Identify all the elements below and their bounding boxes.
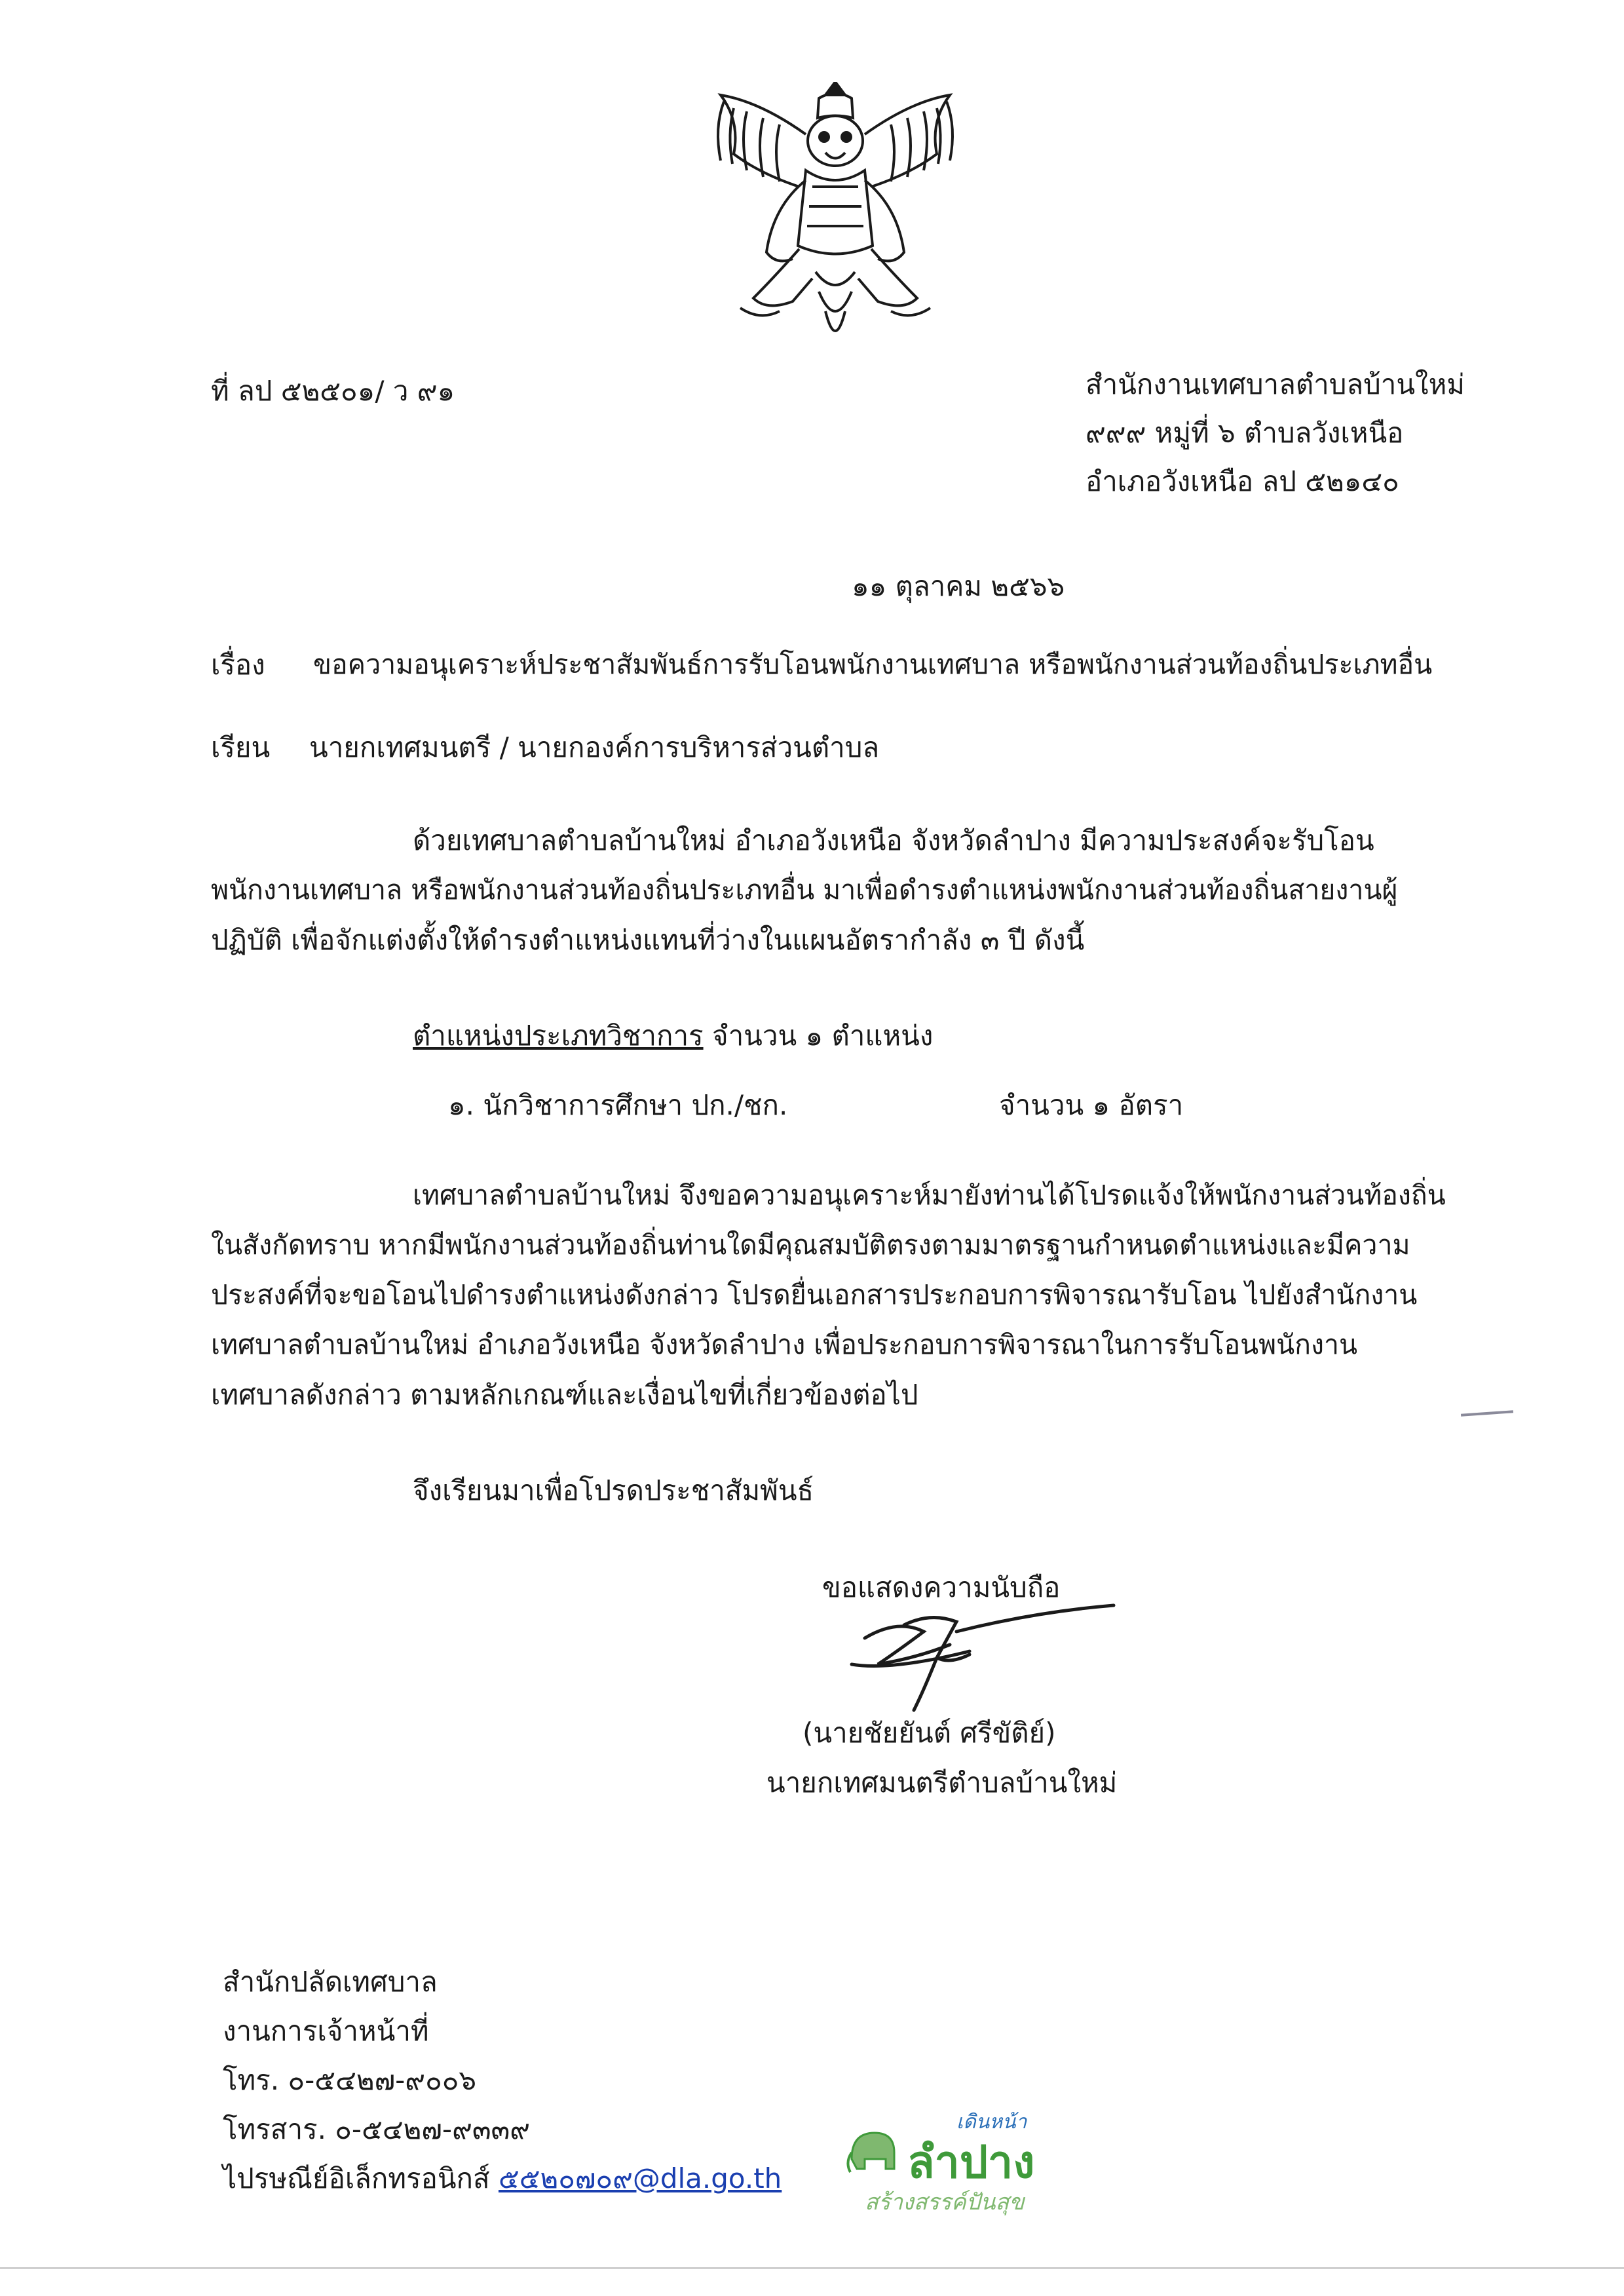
recipient-label: เรียน <box>211 731 271 763</box>
office-district-line: อำเภอวังเหนือ ลป ๕๒๑๔๐ <box>1086 465 1399 497</box>
closing-line: จึงเรียนมาเพื่อโปรดประชาสัมพันธ์ <box>413 1474 814 1506</box>
phone-label: โทร. <box>223 2064 280 2096</box>
subject-text: ขอความอนุเคราะห์ประชาสัมพันธ์การรับโอนพนักงานเทศบาล หรือพนักงานส่วนท้องถิ่นประเภทอื่น <box>313 649 1433 680</box>
office-address-line: ๙๙๙ หมู่ที่ ๖ ตำบลวังเหนือ <box>1086 417 1404 449</box>
letter-date: ๑๑ ตุลาคม ๒๕๖๖ <box>852 570 1065 602</box>
email-link[interactable]: ๕๕๒๐๗๐๙@dla.go.th <box>498 2162 782 2194</box>
signer-name: (นายชัยยันต์ ศรีขัติย์) <box>803 1717 1056 1749</box>
elephant-icon <box>845 2120 904 2179</box>
stray-mark <box>1461 1410 1513 1417</box>
footer-phone <box>223 2064 476 2097</box>
regards-line: ขอแสดงความนับถือ <box>822 1571 1061 1603</box>
fax-label: โทรสาร. <box>223 2113 326 2145</box>
paragraph1-line: พนักงานเทศบาล หรือพนักงานส่วนท้องถิ่นประเภทอื่น มาเพื่อดำรงตำแหน่งพนักงานส่วนท้องถิ่นสายงานผู้ <box>211 874 1398 906</box>
paragraph2-line: เทศบาลตำบลบ้านใหม่ อำเภอวังเหนือ จังหวัดลำปาง เพื่อประกอบการพิจารณาในการรับโอนพนักงาน <box>211 1329 1358 1360</box>
paragraph2-line: เทศบาลตำบลบ้านใหม่ จึงขอความอนุเคราะห์มายังท่านได้โปรดแจ้งให้พนักงานส่วนท้องถิ่น <box>413 1179 1446 1211</box>
recipient-text: นายกเทศมนตรี / นายกองค์การบริหารส่วนตำบล <box>309 731 880 763</box>
footer-fax <box>223 2113 530 2146</box>
position-category: ตำแหน่งประเภทวิชาการ <box>413 1020 704 1052</box>
paragraph2-line: ประสงค์ที่จะขอโอนไปดำรงตำแหน่งดังกล่าว โปรดยื่นเอกสารประกอบการพิจารณารับโอน ไปยังสำนักงาน <box>211 1279 1418 1311</box>
paragraph2-line: ในสังกัดทราบ หากมีพนักงานส่วนท้องถิ่นท่านใดมีคุณสมบัติตรงตามมาตรฐานกำหนดตำแหน่งและมีความ <box>211 1229 1410 1261</box>
position-heading <box>413 1020 933 1052</box>
office-name: สำนักงานเทศบาลตำบลบ้านใหม่ <box>1086 368 1465 400</box>
footer-email <box>223 2162 782 2195</box>
document-number: ที่ ลป ๕๒๕๐๑/ ว ๙๑ <box>211 375 455 407</box>
paragraph2-line: เทศบาลดังกล่าว ตามหลักเกณฑ์และเงื่อนไขที่เกี่ยวข้องต่อไป <box>211 1379 918 1411</box>
signature-icon <box>839 1592 1127 1717</box>
paragraph1-line: ปฏิบัติ เพื่อจักแต่งตั้งให้ดำรงตำแหน่งแทนที่ว่างในแผนอัตรากำลัง ๓ ปี ดังนี้ <box>211 924 1085 956</box>
logo-line1: เดินหน้า <box>956 2111 1027 2133</box>
position-item: ๑. นักวิชาการศึกษา ปก./ชก. <box>448 1089 788 1121</box>
position-item-count: จำนวน ๑ อัตรา <box>999 1089 1184 1121</box>
footer-unit: งานการเจ้าหน้าที่ <box>223 2015 429 2047</box>
position-category-count: จำนวน ๑ ตำแหน่ง <box>711 1020 934 1052</box>
footer-department: สำนักปลัดเทศบาล <box>223 1966 438 1998</box>
subject-label: เรื่อง <box>211 649 265 681</box>
logo-line2: ลำปาง <box>907 2137 1035 2189</box>
page-edge <box>0 2267 1624 2269</box>
fax-number: ๐-๕๔๒๗-๙๓๓๙ <box>335 2113 531 2145</box>
signer-title: นายกเทศมนตรีตำบลบ้านใหม่ <box>766 1767 1118 1799</box>
lampang-logo <box>845 2107 1068 2215</box>
phone-number: ๐-๕๔๒๗-๙๐๐๖ <box>288 2064 476 2096</box>
paragraph1-line: ด้วยเทศบาลตำบลบ้านใหม่ อำเภอวังเหนือ จังหวัดลำปาง มีความประสงค์จะรับโอน <box>413 824 1374 856</box>
garuda-emblem-icon <box>701 82 970 357</box>
logo-line3: สร้างสรรค์ปันสุข <box>865 2189 1025 2215</box>
email-label: ไปรษณีย์อิเล็กทรอนิกส์ <box>223 2162 490 2194</box>
